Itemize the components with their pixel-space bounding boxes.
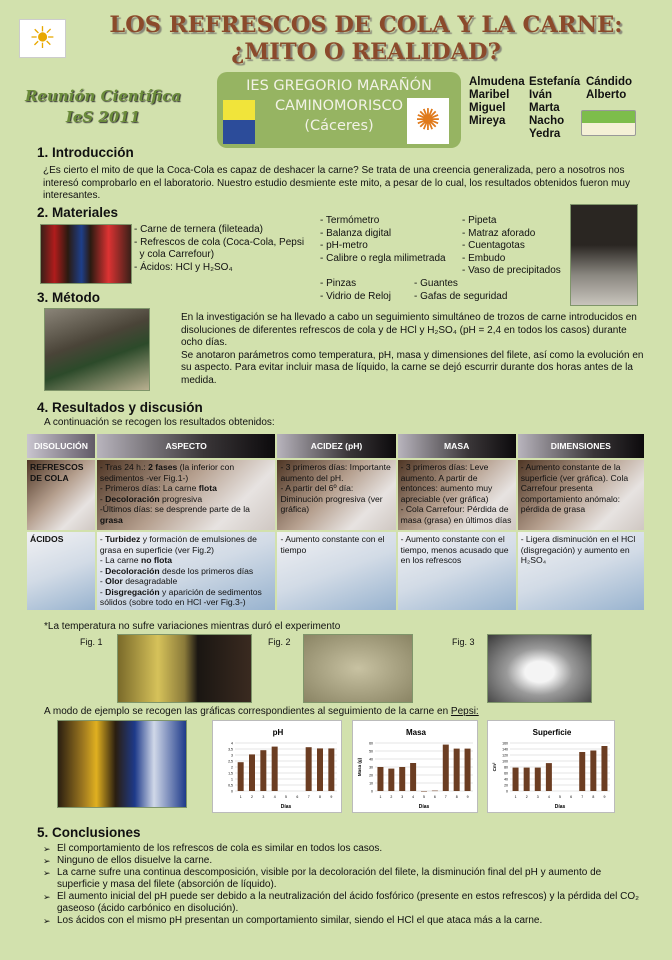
bar: [546, 763, 552, 791]
conclusion-item: ➢ La carne sufre una continua descomposición, visible por la decoloración del filete, la disminución final del pH y aumento de superficie y masa del filete (absorción de líquido).: [43, 867, 643, 891]
graphs-intro: [44, 706, 479, 719]
x-tick-label: 5: [559, 795, 561, 799]
school-logo-right: ✺: [407, 98, 449, 144]
material-item: - Gafas de seguridad: [414, 290, 508, 302]
row-name: ÁCIDOS: [27, 532, 95, 610]
column-header-0: DISOLUCIÓN: [27, 434, 95, 458]
acidez-line: - Aumento constante con el tiempo: [280, 534, 385, 555]
conclusions-heading: 5. Conclusiones: [37, 825, 141, 840]
results-intro: A continuación se recogen los resultados obtenidos:: [44, 417, 275, 428]
cell-dimensiones: [518, 460, 644, 530]
x-tick-label: 2: [251, 795, 253, 799]
text-segment: progresiva: [159, 493, 203, 504]
bar: [421, 791, 427, 792]
bar: [306, 747, 312, 791]
text-segment: y formación de emulsiones de grasa en superficie (ver Fig.2): [99, 534, 257, 555]
conclusion-item: ➢ El comportamiento de los refrescos de cola es similar en todos los casos.: [43, 843, 643, 855]
cell-acidez: [277, 460, 395, 530]
y-tick-label: 20: [369, 773, 373, 778]
material-item: - pH-metro: [320, 240, 368, 251]
material-item: - Refrescos de cola (Coca-Cola, Pepsi: [134, 236, 305, 248]
x-tick-label: 2: [390, 795, 393, 799]
text-segment: 2 fases: [148, 462, 178, 472]
x-tick-label: 1: [239, 795, 242, 799]
bar: [535, 768, 541, 791]
aspecto-line: [100, 587, 273, 608]
row-name: REFRESCOS DE COLA: [27, 460, 95, 530]
conclusion-item: ➢ Los ácidos con el mismo pH presentan un comportamiento similar, siendo el HCl el que ataca más a la carne.: [43, 915, 643, 927]
x-axis-label: Días: [418, 804, 430, 810]
author-name: Cándido: [586, 76, 632, 88]
y-tick-label: 3,5: [228, 747, 233, 752]
students-photo: [44, 308, 150, 391]
author-name: Yedra: [529, 128, 561, 140]
cell-masa: [398, 532, 516, 610]
text-segment: Turbidez: [105, 534, 141, 544]
x-tick-label: 9: [330, 795, 333, 799]
fig-1-label: Fig. 1: [80, 637, 103, 647]
results-heading: 4. Resultados y discusión: [37, 400, 203, 415]
material-item: - Cuentagotas: [462, 240, 525, 251]
x-tick-label: 4: [273, 795, 276, 799]
bar: [432, 791, 438, 792]
bar: [238, 762, 244, 791]
bar: [454, 749, 460, 791]
lab-bench-photo: [570, 204, 638, 306]
y-tick-label: 80: [504, 765, 508, 770]
materials-list-instruments: [320, 215, 446, 265]
acidez-line: - 3 primeros días: Importante aumento del pH.: [280, 462, 391, 483]
x-tick-label: 3: [536, 795, 539, 799]
x-tick-label: 7: [581, 795, 584, 799]
pepsi-jar-photo: [57, 720, 187, 808]
masa-line: - Aumento constante con el tiempo, menos acusado que en los refrescos: [400, 534, 509, 565]
table-row: [27, 532, 644, 610]
bar: [388, 769, 394, 791]
graphs-intro-text: A modo de ejemplo se recogen las gráficas correspondientes al seguimiento de la carne en: [44, 706, 451, 717]
material-item: - Pipeta: [462, 215, 497, 226]
bar: [465, 749, 471, 791]
table-header-row: [27, 434, 644, 458]
bar: [260, 750, 266, 791]
text-segment: Decoloración: [105, 493, 160, 504]
y-tick-label: 40: [504, 777, 508, 782]
fig-3-photo: [487, 634, 592, 703]
text-segment: no flota: [140, 555, 173, 565]
bar: [410, 763, 416, 791]
text-segment: flota: [198, 483, 217, 493]
materials-list-tools: [320, 278, 391, 303]
text-segment: -: [99, 586, 106, 597]
table-row: [27, 460, 644, 530]
poster-title: [76, 12, 656, 66]
x-tick-label: 9: [466, 795, 469, 799]
text-segment: Olor: [105, 576, 123, 586]
bar: [443, 745, 449, 791]
cell-aspecto: [97, 532, 276, 610]
bar: [377, 767, 383, 791]
dimensiones-line: - Aumento constante de la superficie (ver gráfica). Cola Carrefour presenta comportamiento anómalo: pérdida de grasa: [520, 462, 629, 514]
y-tick-label: 2,5: [228, 759, 233, 764]
x-tick-label: 7: [444, 795, 447, 799]
x-tick-label: 4: [547, 795, 550, 799]
x-tick-label: 6: [433, 795, 436, 799]
method-paragraph-1: En la investigación se ha llevado a cabo un seguimiento simultáneo de trozos de carne introducidos en disoluciones de diferentes refrescos de cola y de HCl y H₂SO₄ (pH = 2,4 en todos los casos) durante ocho días.: [181, 312, 637, 348]
y-tick-label: 0: [371, 789, 373, 794]
bar: [524, 768, 530, 791]
intro-heading: 1. Introducción: [37, 145, 134, 160]
x-tick-label: 5: [423, 795, 425, 799]
author-name: Nacho: [529, 115, 565, 127]
text-segment: -Últimos días: se desprende parte de la: [99, 504, 250, 514]
materials-list-safety: [414, 278, 507, 303]
text-segment: (la inferior con sedimentos -ver Fig.1-): [99, 462, 235, 483]
materials-heading: 2. Materiales: [37, 205, 119, 220]
conclusion-item: ➢ El aumento inicial del pH puede ser debido a la neutralización del ácido fosfórico (presente en estos refrescos) y la pérdida del CO₂ gaseoso (ácido carbónico en disolución).: [43, 891, 643, 915]
column-header-4: DIMENSIONES: [518, 434, 644, 458]
author-name: Iván: [529, 89, 553, 101]
graphs-brand: Pepsi:: [450, 706, 479, 717]
x-tick-label: 1: [379, 795, 382, 799]
method-heading: 3. Método: [37, 290, 100, 305]
text-segment: - Primeros días: La carne: [99, 483, 199, 493]
text-segment: desde los primeros días: [159, 565, 254, 576]
text-segment: -: [99, 534, 106, 544]
material-item: - Embudo: [462, 252, 506, 264]
y-tick-label: 60: [504, 771, 508, 776]
y-tick-label: 0,5: [228, 783, 233, 788]
column-header-2: ACIDEZ (pH): [277, 434, 395, 458]
y-tick-label: 4: [231, 741, 233, 746]
title-line-1: LOS REFRESCOS DE COLA Y LA CARNE:: [109, 12, 623, 38]
school-town: CAMINOMORISCO: [274, 98, 404, 114]
cell-aspecto: [97, 460, 276, 530]
y-tick-label: 160: [502, 741, 508, 746]
bar: [317, 748, 323, 791]
chart-title: Superficie: [532, 728, 572, 737]
text-segment: Disgregación: [105, 586, 160, 597]
dimensiones-line: - Ligera disminución en el HCl (disgregación) y aumento en H₂SO₄: [520, 534, 636, 565]
x-tick-label: 1: [514, 795, 517, 799]
bar: [579, 752, 585, 791]
event-label: [18, 86, 188, 128]
fig-1-photo: [117, 634, 252, 703]
x-tick-label: 7: [307, 795, 310, 799]
material-item: - Matraz aforado: [462, 227, 536, 239]
bar: [513, 768, 519, 791]
bar: [601, 746, 607, 791]
y-tick-label: 1: [231, 777, 233, 782]
intro-text: ¿Es cierto el mito de que la Coca-Cola es capaz de deshacer la carne? Se trata de una creencia generalizada, pero a nosotros nos interesó comprobarlo en el laboratorio. Nuestro estudio desmiente este mito, a pesar de lo cual, los resultados obtenidos fueron muy interesantes.: [43, 165, 630, 201]
material-item: - Balanza digital: [320, 227, 392, 239]
material-item: - Termómetro: [320, 215, 380, 226]
x-tick-label: 6: [570, 795, 573, 799]
material-item: - Vidrio de Reloj: [320, 290, 391, 302]
material-item: y cola Carrefour): [134, 249, 215, 260]
author-name: Mireya: [469, 115, 506, 127]
y-tick-label: 20: [504, 783, 508, 788]
materials-list-glassware: [462, 215, 561, 278]
title-line-2: ¿MITO O REALIDAD?: [231, 39, 501, 65]
aspecto-line: [100, 566, 273, 577]
x-axis-label: Días: [554, 804, 566, 810]
y-tick-label: 140: [502, 747, 508, 752]
y-tick-label: 40: [369, 757, 373, 762]
conclusions-list: [43, 843, 643, 927]
event-line-2: IeS 2011: [65, 108, 141, 126]
text-segment: grasa: [99, 514, 123, 525]
x-tick-label: 3: [262, 795, 265, 799]
school-logo-left: [223, 100, 255, 144]
school-name: IES GREGORIO MARAÑÓN: [246, 78, 432, 94]
text-segment: - La carne: [99, 555, 141, 565]
method-paragraph-2: Se anotaron parámetros como temperatura, pH, masa y dimensiones del filete, así como la evolución en su aspecto. Para evitar incluir masa de líquido, la carne se dejó escurrir durante dos horas antes de la medida.: [181, 349, 644, 386]
y-tick-label: 2: [231, 765, 233, 770]
x-axis-label: Días: [280, 804, 292, 810]
method-text: [181, 312, 651, 387]
text-segment: desagradable: [122, 576, 178, 586]
y-tick-label: 120: [502, 753, 508, 758]
x-tick-label: 6: [296, 795, 299, 799]
aspecto-line: [100, 504, 273, 525]
bar: [399, 767, 405, 791]
superficie-chart: [487, 720, 615, 813]
y-tick-label: 0: [506, 789, 508, 794]
x-tick-label: 9: [603, 795, 606, 799]
ph-chart: [212, 720, 342, 813]
column-header-1: ASPECTO: [97, 434, 276, 458]
aspecto-line: [100, 462, 273, 483]
x-tick-label: 8: [592, 795, 595, 799]
bar: [249, 754, 255, 791]
x-tick-label: 2: [525, 795, 528, 799]
temperature-note: *La temperatura no sufre variaciones mientras duró el experimento: [44, 621, 341, 632]
cell-dimensiones: [518, 532, 644, 610]
material-item: - Ácidos: HCl y H₂SO₄: [134, 261, 233, 273]
x-tick-label: 5: [285, 795, 287, 799]
x-tick-label: 8: [319, 795, 321, 799]
y-tick-label: 10: [369, 781, 373, 786]
school-province: (Cáceres): [304, 118, 374, 134]
aspecto-line: [100, 555, 273, 566]
event-line-1: Reunión Científica: [24, 87, 182, 105]
x-tick-label: 4: [412, 795, 415, 799]
y-axis-label: Masa (g): [357, 757, 362, 777]
author-name: Miguel: [469, 102, 506, 114]
school-box: [217, 72, 461, 148]
bottles-photo: [40, 224, 132, 284]
aspecto-line: [100, 483, 273, 494]
text-segment: -: [99, 576, 106, 586]
text-segment: Decoloración: [105, 565, 160, 576]
aspecto-line: [100, 576, 273, 587]
y-tick-label: 50: [369, 749, 373, 754]
aspecto-line: [100, 534, 273, 555]
author-name: Maribel: [469, 89, 510, 101]
author-name: Marta: [529, 102, 560, 114]
material-item: - Guantes: [414, 278, 458, 289]
text-segment: -: [99, 565, 106, 576]
fig-2-label: Fig. 2: [268, 637, 291, 647]
cell-masa: [398, 460, 516, 530]
author-name: Alberto: [586, 89, 627, 101]
materials-list-reagents: [134, 224, 304, 274]
acidez-line: - A partir del 6º día: Diminución progresiva (ver gráfica): [280, 483, 383, 514]
x-tick-label: 8: [455, 795, 458, 799]
bar: [272, 747, 278, 791]
chart-title: Masa: [405, 728, 427, 737]
y-tick-label: 100: [502, 759, 508, 764]
material-item: - Calibre o regla milimetrada: [320, 252, 446, 264]
y-tick-label: 60: [369, 741, 373, 746]
material-item: - Vaso de precipitados: [462, 265, 561, 276]
book-icon: [581, 110, 636, 136]
bar: [590, 751, 596, 792]
material-item: - Carne de ternera (fileteada): [134, 224, 263, 235]
conclusion-item: ➢ Ninguno de ellos disuelve la carne.: [43, 855, 643, 867]
material-item: - Pinzas: [320, 278, 357, 289]
fig-3-label: Fig. 3: [452, 637, 475, 647]
text-segment: -: [99, 493, 106, 504]
x-tick-label: 3: [401, 795, 404, 799]
author-name: Estefanía: [529, 76, 581, 88]
masa-chart: [352, 720, 478, 813]
text-segment: y aparición de sedimentos sólidos (sobre todo en HCl -ver Fig.3-): [99, 586, 262, 607]
masa-line: - 3 primeros días: Leve aumento. A partir de entonces: aumento muy apreciable (ver gráfica): [400, 462, 493, 504]
y-tick-label: 0: [231, 789, 233, 794]
sun-logo: ☀: [19, 19, 66, 58]
masa-line: - Cola Carrefour: Pérdida de masa (grasa) en últimos días: [400, 504, 512, 525]
aspecto-line: [100, 494, 273, 505]
y-tick-label: 30: [369, 765, 373, 770]
y-tick-label: 3: [231, 753, 233, 758]
bar: [328, 748, 334, 791]
fig-2-photo: [303, 634, 413, 703]
author-name: Almudena: [469, 76, 525, 88]
y-axis-label: Cm²: [492, 762, 497, 772]
results-table: [25, 432, 646, 612]
text-segment: - Tras 24 h.:: [99, 462, 149, 472]
y-tick-label: 1,5: [228, 771, 233, 776]
column-header-3: MASA: [398, 434, 516, 458]
cell-acidez: [277, 532, 395, 610]
chart-title: pH: [272, 728, 284, 737]
